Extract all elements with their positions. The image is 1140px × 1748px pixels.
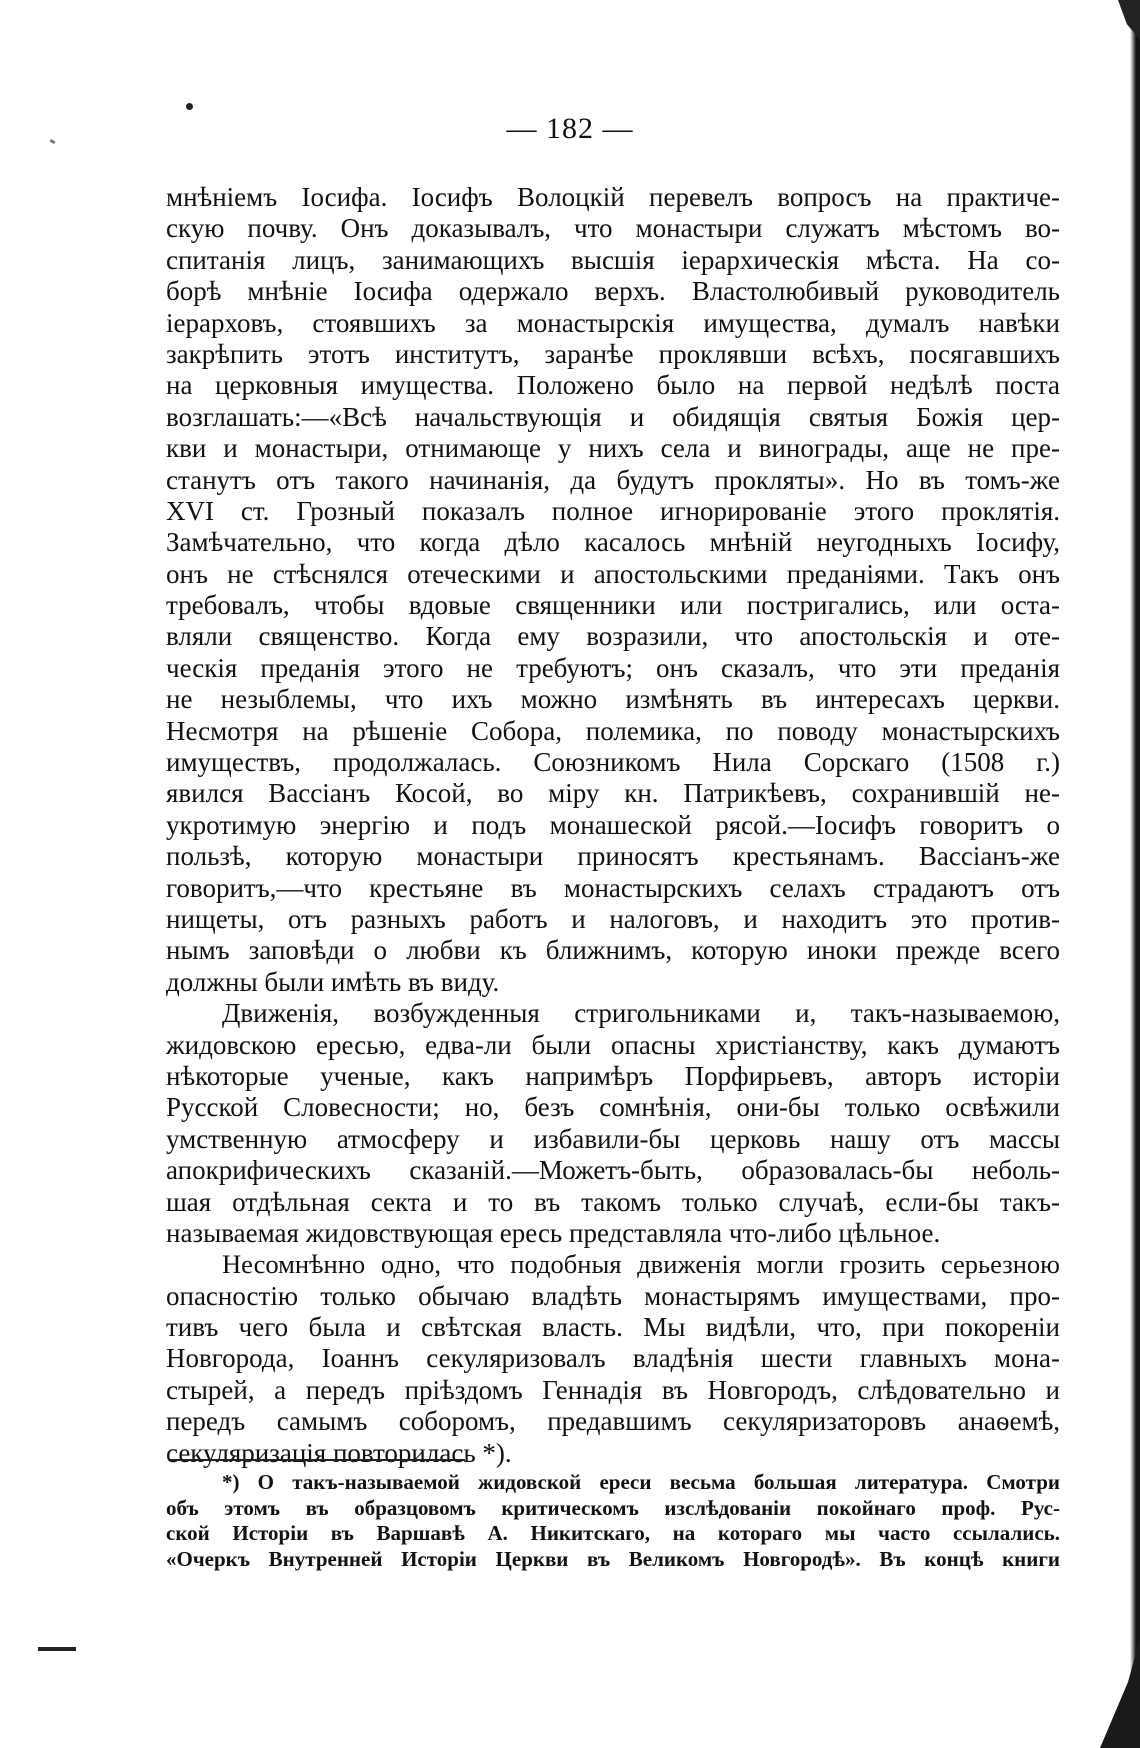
paragraph-end-line: должны были имѣть въ виду. [166, 966, 500, 997]
text-line: жидовскою ересью, едва-ли были опасны христіанству, какъ думаютъ [166, 1029, 1060, 1060]
footnote-line: ской Исторіи въ Варшавѣ А. Никитскаго, на котораго мы часто ссылались. [166, 1521, 1060, 1545]
text-line: XVI ст. Грозный показалъ полное игнорированіе этого проклятія. [166, 495, 1060, 526]
page-number: — 182 — [506, 112, 634, 145]
paragraph-start-line: Несомнѣнно одно, что подобныя движенія могли грозить серьезною [222, 1249, 1060, 1280]
scan-speck [186, 103, 193, 110]
text-line: кви и монастыри, отнимающе у нихъ села и винограды, аще не пре- [166, 433, 1060, 464]
text-line: умственную атмосферу и избавили-бы церковь нашу отъ массы [166, 1123, 1060, 1154]
text-line: тивъ чего была и свѣтская власть. Мы видѣли, что, при покореніи [166, 1312, 1060, 1343]
text-line: онъ не стѣснялся отеческими и апостольскими преданіями. Такъ онъ [166, 558, 1060, 589]
text-line: Русской Словесности; но, безъ сомнѣнія, они-бы только освѣжили [166, 1092, 1060, 1123]
text-line: мнѣніемъ Іосифа. Іосифъ Волоцкій перевелъ вопросъ на практиче- [166, 182, 1060, 212]
footnote-line: «Очеркъ Внутренней Исторіи Церкви въ Великомъ Новгородѣ». Въ концѣ книги [166, 1546, 1060, 1571]
paragraph-end-line: называемая жидовствующая ересь представляла что-либо цѣльное. [166, 1217, 941, 1248]
text-line: возглашать:—«Всѣ начальствующія и обидящія святыя Божія цер- [166, 401, 1060, 432]
body-text [166, 182, 1060, 1469]
text-line: стырей, а передъ пріѣздомъ Геннадія въ Новгородъ, слѣдовательно и [166, 1374, 1060, 1405]
text-line: Замѣчательно, что когда дѣло касалось мнѣній неугодныхъ Іосифу, [166, 527, 1060, 558]
text-line: передъ самымъ соборомъ, предавшимъ секуляризаторовъ анаѳемѣ, [166, 1406, 1060, 1437]
text-line: опасностію только обычаю владѣть монастырямъ имуществами, про- [166, 1280, 1060, 1311]
margin-mark [38, 1647, 76, 1651]
text-line: борѣ мнѣніе Іосифа одержало верхъ. Властолюбивый руководитель [166, 276, 1060, 307]
text-line: вляли священство. Когда ему возразили, что апостольскія и оте- [166, 621, 1060, 652]
text-line: Новгорода, Іоаннъ секуляризовалъ владѣнія шести главныхъ мона- [166, 1343, 1060, 1374]
paragraph-start-line: Движенія, возбужденныя стригольниками и, такъ-называемою, [222, 998, 1060, 1029]
text-line: Несмотря на рѣшеніе Собора, полемика, по поводу монастырскихъ [166, 715, 1060, 746]
text-line: имуществъ, продолжалась. Союзникомъ Нила Сорскаго (1508 г.) [166, 747, 1060, 778]
text-line: скую почву. Онъ доказывалъ, что монастыри служатъ мѣстомъ во- [166, 213, 1060, 244]
text-line: пользѣ, которую монастыри приносятъ крестьянамъ. Вассіанъ-же [166, 841, 1060, 872]
text-line: требовалъ, чтобы вдовые священники или постригались, или оста- [166, 590, 1060, 621]
text-line: станутъ отъ такого начинанія, да будутъ прокляты». Но въ томъ-же [166, 464, 1060, 495]
footnote-line: *) О такъ-называемой жидовской ереси весьма большая литература. Смотри [222, 1470, 1060, 1494]
text-line: не незыблемы, что ихъ можно измѣнять въ интересахъ церкви. [166, 684, 1060, 715]
footnote [166, 1470, 1060, 1572]
text-line: закрѣпить этотъ институтъ, заранѣе проклявши всѣхъ, посягавшихъ [166, 338, 1060, 369]
scan-edge-shadow [1130, 0, 1140, 1748]
scan-corner-shadow [1118, 0, 1140, 40]
text-line: нищеты, отъ разныхъ работъ и налоговъ, и находитъ это против- [166, 903, 1060, 934]
text-line: явился Вассіанъ Косой, во міру кн. Патрикѣевъ, сохранившій не- [166, 778, 1060, 809]
text-line: іерарховъ, стоявшихъ за монастырскія имущества, думалъ навѣки [166, 307, 1060, 338]
footnote-separator [170, 1459, 465, 1461]
text-line: нѣкоторые ученые, какъ напримѣръ Порфирьевъ, авторъ исторіи [166, 1060, 1060, 1091]
paragraph-end-line: секуляризація повторилась *). [166, 1437, 512, 1468]
text-line: шая отдѣльная секта и то въ такомъ только случаѣ, если-бы такъ- [166, 1186, 1060, 1217]
text-line: укротимую энергію и подъ монашеской рясой.—Іосифъ говоритъ о [166, 809, 1060, 840]
text-line: нымъ заповѣди о любви къ ближнимъ, которую иноки прежде всего [166, 935, 1060, 966]
footnote-line: объ этомъ въ образцовомъ критическомъ изслѣдованіи покойнаго проф. Рус- [166, 1495, 1060, 1520]
text-line: спитанія лицъ, занимающихъ высшія іерархическія мѣста. На со- [166, 244, 1060, 275]
text-line: апокрифическихъ сказаній.—Можетъ-быть, образовалась-бы неболь- [166, 1155, 1060, 1186]
text-line: говоритъ,—что крестьяне въ монастырскихъ селахъ страдаютъ отъ [166, 872, 1060, 903]
text-line: на церковныя имущества. Положено было на первой недѣлѣ поста [166, 370, 1060, 401]
text-line: ческія преданія этого не требуютъ; онъ сказалъ, что эти преданія [166, 652, 1060, 683]
